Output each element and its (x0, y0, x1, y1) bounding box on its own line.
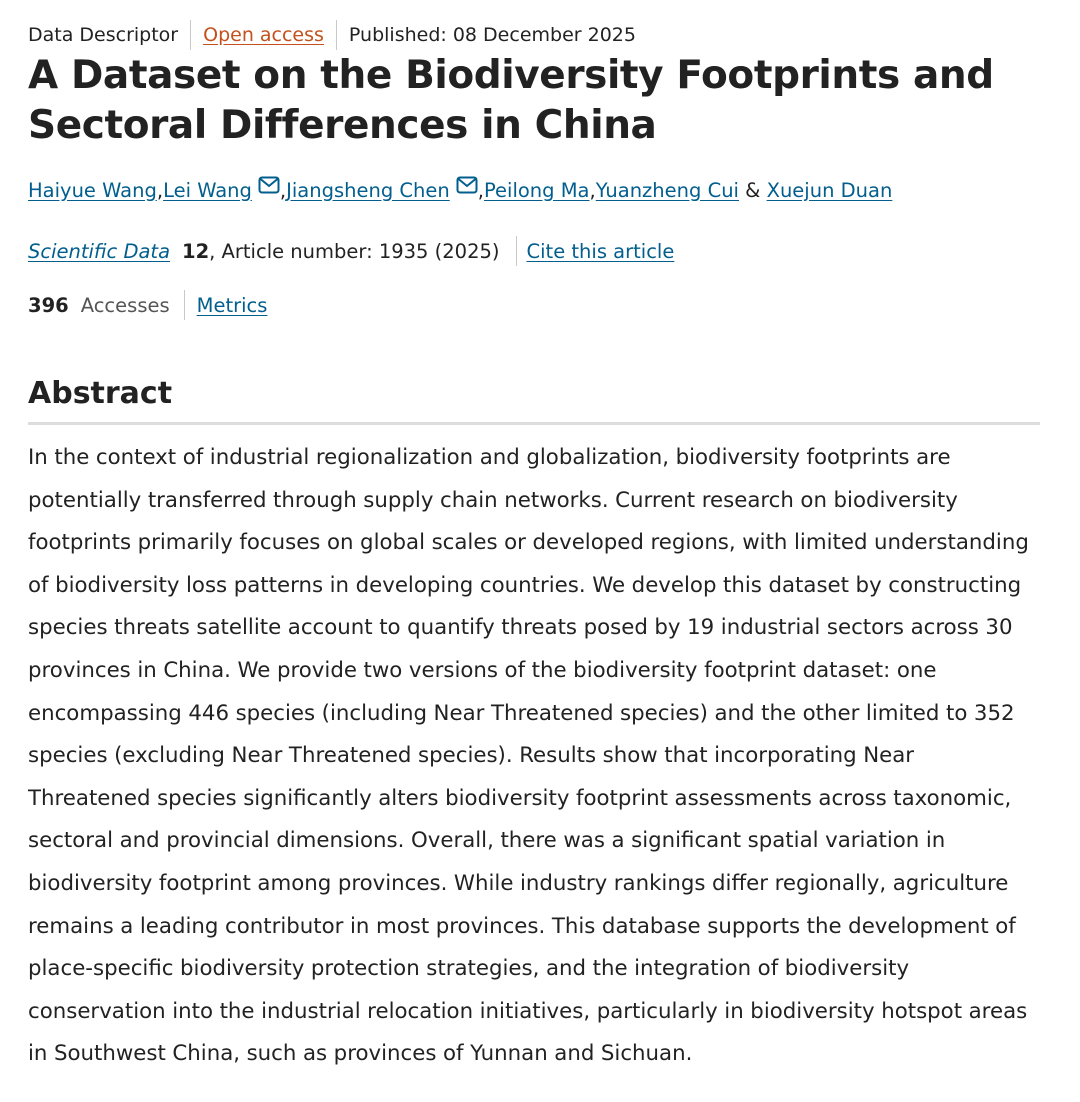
article-type: Data Descriptor (28, 24, 179, 46)
article-title: A Dataset on the Biodiversity Footprints and Sectoral Differences in China (28, 53, 994, 148)
author-ampersand: & (738, 178, 767, 202)
article-metrics (28, 288, 267, 322)
abstract-heading: Abstract (28, 376, 173, 411)
journal-link[interactable]: Scientific Data (28, 239, 171, 263)
journal-volume: 12 (182, 239, 210, 263)
meta-divider (336, 20, 337, 50)
article-meta (28, 18, 636, 52)
metrics-link[interactable]: Metrics (196, 293, 268, 317)
cite-article-link[interactable]: Cite this article (526, 239, 675, 263)
author-separator: , (477, 178, 484, 202)
author-separator: , (589, 178, 596, 202)
author-link[interactable]: Xuejun Duan (766, 178, 893, 202)
metrics-divider (184, 290, 185, 320)
author-separator: , (279, 178, 287, 202)
meta-divider (190, 20, 191, 50)
author-link[interactable]: Peilong Ma (483, 178, 590, 202)
open-access-link[interactable]: Open access (203, 24, 324, 46)
envelope-icon[interactable] (258, 176, 280, 194)
author-link[interactable]: Lei Wang (163, 178, 252, 202)
author-list (28, 172, 892, 208)
accesses-count: 396 (28, 293, 69, 317)
author-link[interactable]: Haiyue Wang (28, 178, 157, 202)
author-separator: , (156, 178, 164, 202)
journal-divider (516, 236, 517, 266)
section-divider (28, 422, 1040, 425)
accesses-label: Accesses (80, 293, 170, 317)
abstract-text: In the context of industrial regionalization and globalization, biodiversity footprints are potentially transferred through supply chain networks. Current research on biodiversity footprints primarily focuses on global scales or developed regions, with limited understanding of biodiversity loss patterns in developing countries. We develop this dataset by constructing species threats satellite account to quantify threats posed by 19 industrial sectors across 30 provinces in China. We provide two versions of the biodiversity footprint dataset: one encompassing 446 species (including Near Threatened species) and the other limited to 352 species (excluding Near Threatened species). Results show that incorporating Near Threatened species significantly alters biodiversity footprint assessments across taxonomic, sectoral and provincial dimensions. Overall, there was a significant spatial variation in biodiversity footprint among provinces. While industry rankings differ regionally, agriculture remains a leading contributor in most provinces. This database supports the development of place-specific biodiversity protection strategies, and the integration of biodiversity conservation into the industrial relocation initiatives, particularly in biodiversity hotspot areas in Southwest China, such as provinces of Yunnan and Sichuan. (28, 445, 1029, 1067)
author-link[interactable]: Yuanzheng Cui (595, 178, 739, 202)
published-date: Published: 08 December 2025 (348, 24, 636, 46)
author-link[interactable]: Jiangsheng Chen (286, 178, 450, 202)
envelope-icon[interactable] (456, 176, 478, 194)
journal-info (28, 234, 674, 268)
article-number: , Article number: 1935 (2025) (209, 239, 500, 263)
